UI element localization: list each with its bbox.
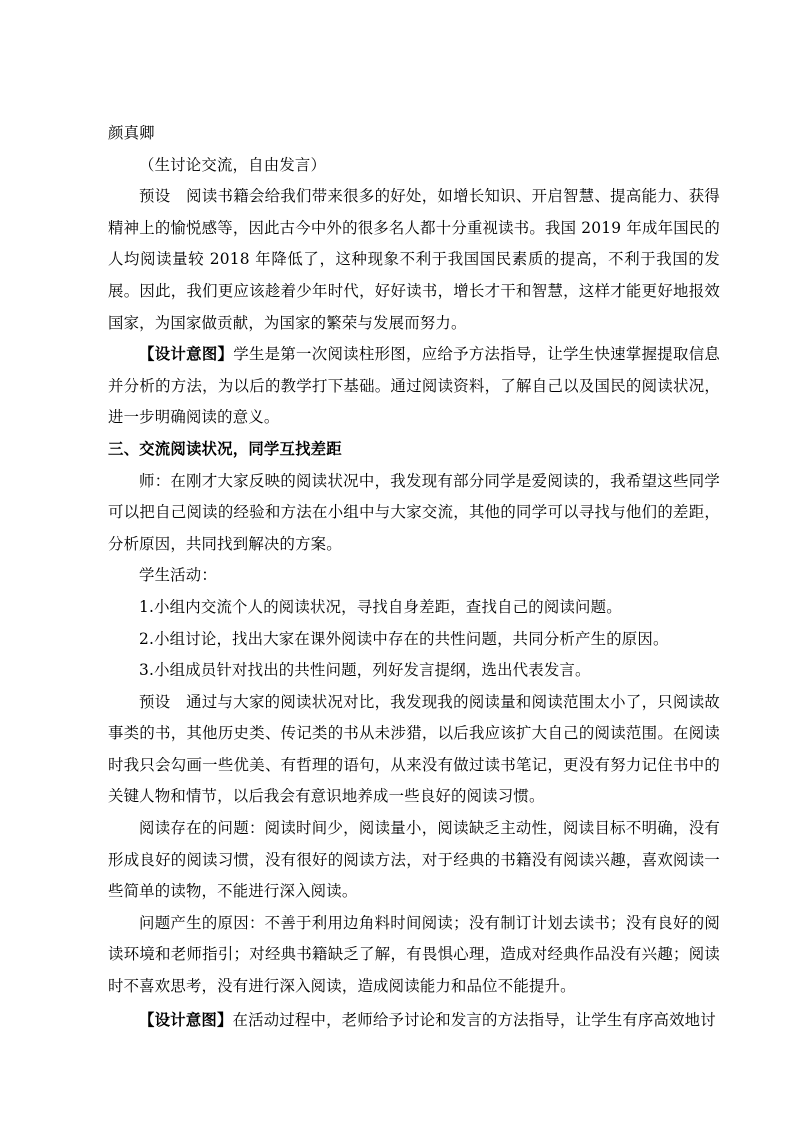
list-item-activity-2: 2.小组讨论，找出大家在课外阅读中存在的共性问题，共同分析产生的原因。: [139, 629, 669, 648]
list-item-activity-1: 1.小组内交流个人的阅读状况，寻找自身差距，查找自己的阅读问题。: [139, 597, 622, 616]
paragraph-design-intent-2: [108, 1005, 720, 1037]
design-intent-text: 在活动过程中，老师给予讨论和发言的方法指导，让学生有序高效地讨: [232, 1010, 716, 1029]
document-body: [108, 118, 720, 1036]
paragraph-preset-reading-comparison: 预设 通过与大家的阅读状况对比，我发现我的阅读量和阅读范围太小了，只阅读故事类的书，其他历史类、传记类的书从未涉猎，以后我应该扩大自己的阅读范围。在阅读时我只会勾画一些优美、有哲理的语句，从来没有做过读书笔记，更没有努力记住书中的关键人物和情节，以后我会有意识地养成一些良好的阅读习惯。: [108, 692, 720, 806]
design-intent-label: 【设计意图】: [139, 1010, 233, 1029]
list-item-activity-3: 3.小组成员针对找出的共性问题，列好发言提纲，选出代表发言。: [139, 661, 591, 680]
paragraph-author-name: 颜真卿: [108, 124, 155, 142]
paragraph-discussion-note: （生讨论交流，自由发言）: [139, 155, 327, 174]
paragraph-problem-causes: 问题产生的原因：不善于利用边角料时间阅读；没有制订计划去读书；没有良好的阅读环境和老师指引；对经典书籍缺乏了解，有畏惧心理，造成对经典作品没有兴趣；阅读时不喜欢思考，没有进行深入阅读，造成阅读能力和品位不能提升。: [108, 913, 720, 996]
design-intent-label: 【设计意图】: [139, 345, 234, 364]
paragraph-student-activity-label: 学生活动：: [139, 566, 217, 585]
paragraph-teacher-remarks: 师：在刚才大家反映的阅读状况中，我发现有部分同学是爱阅读的，我希望这些同学可以把自己阅读的经验和方法在小组中与大家交流，其他的同学可以寻找与他们的差距，分析原因，共同找到解决的方案。: [108, 471, 720, 553]
paragraph-preset-reading-benefits: 预设 阅读书籍会给我们带来很多的好处，如增长知识、开启智慧、提高能力、获得精神上的愉悦感等，因此古今中外的很多名人都十分重视读书。我国 2019 年成年国民的人均阅读量较 2018 年降低了，这种现象不利于我国国民素质的提高，不利于我国的发展。因此，我们更应该趁着少年时代，好好读书，增长才干和智慧，这样才能更好地报效国家，为国家做贡献，为国家的繁荣与发展而努力。: [108, 187, 720, 332]
section-heading-3: 三、交流阅读状况，同学互找差距: [108, 439, 342, 458]
design-intent-text: 学生是第一次阅读柱形图，应给予方法指导，让学生快速掌握提取信息并分析的方法，为以后的教学打下基础。通过阅读资料，了解自己以及国民的阅读状况，进一步明确阅读的意义。: [108, 345, 720, 427]
paragraph-design-intent-1: [108, 339, 720, 434]
paragraph-reading-problems: 阅读存在的问题：阅读时间少，阅读量小，阅读缺乏主动性，阅读目标不明确，没有形成良好的阅读习惯，没有很好的阅读方法，对于经典的书籍没有阅读兴趣，喜欢阅读一些简单的读物，不能进行深入阅读。: [108, 819, 720, 901]
